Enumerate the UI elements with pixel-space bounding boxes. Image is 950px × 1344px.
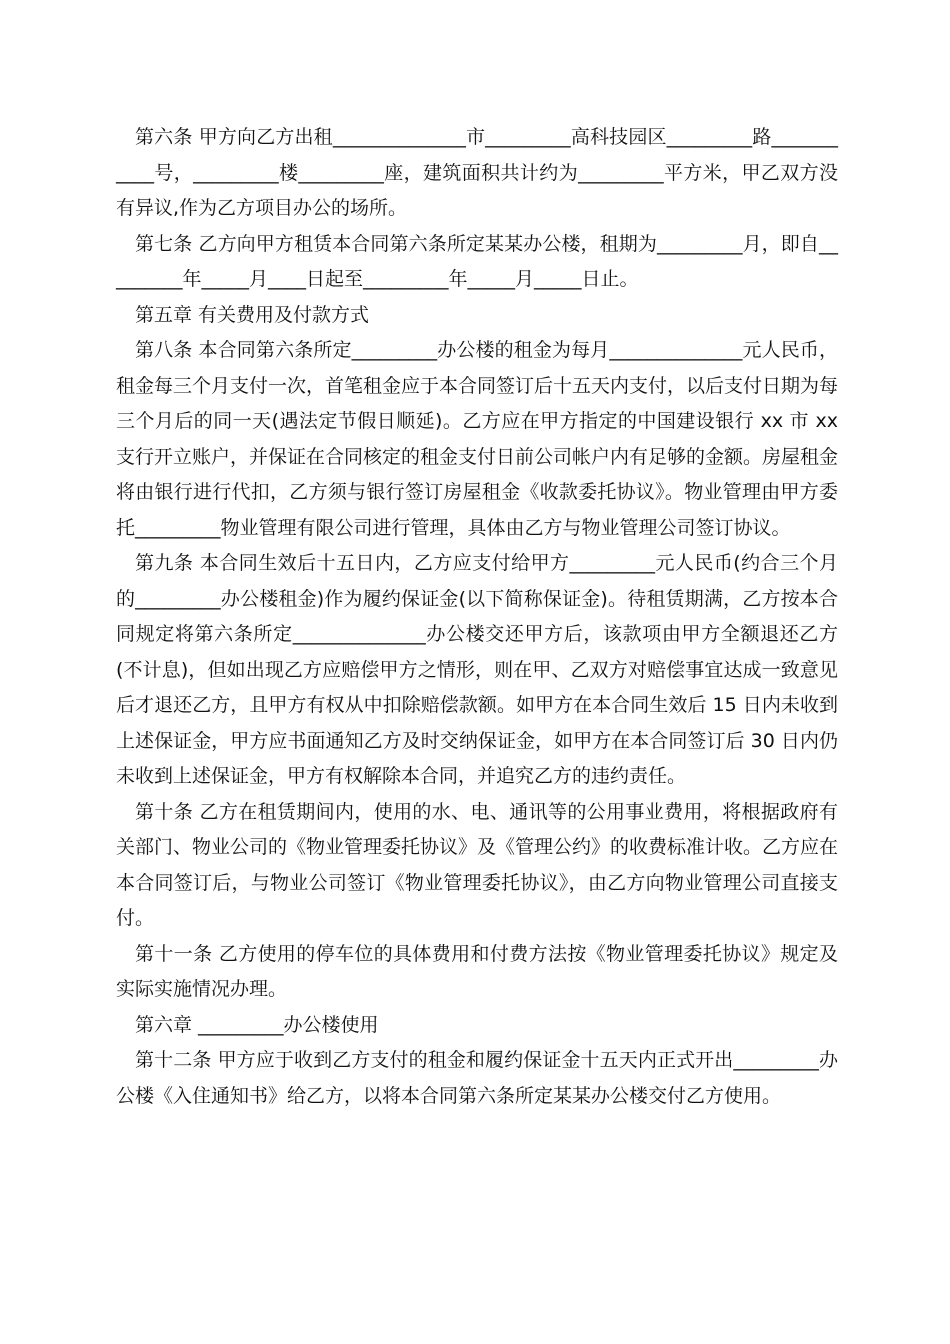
article-11-paragraph: 第十一条 乙方使用的停车位的具体费用和付费方法按《物业管理委托协议》规定及实际实施情况办理。: [116, 942, 838, 1000]
article-9-paragraph: 第九条 本合同生效后十五日内，乙方应支付给甲方_________元人民币(约合三个月的_________办公楼租金)作为履约保证金(以下简称保证金)。待租赁期满，乙方按本合同规定将第六条所定______________办公楼交还甲方后，该款项由甲方全额退还乙方(不计息)，但如出现乙方应赔偿甲方之情形，则在甲、乙双方对赔偿事宜达成一致意见后才退还乙方，且甲方有权从中扣除赔偿款额。如甲方在本合同生效后 15 日内未收到上述保证金，甲方应书面通知乙方及时交纳保证金，如甲方在本合同签订后 30 日内仍未收到上述保证金，甲方有权解除本合同，并追究乙方的违约责任。: [116, 552, 838, 787]
article-8-paragraph: 第八条 本合同第六条所定_________办公楼的租金为每月______________元人民币，租金每三个月支付一次，首笔租金应于本合同签订后十五天内支付，以后支付日期为每三个月后的同一天(遇法定节假日顺延)。乙方应在甲方指定的中国建设银行 xx 市 xx 支行开立账户，并保证在合同核定的租金支付日前公司帐户内有足够的金额。房屋租金将由银行进行代扣，乙方须与银行签订房屋租金《收款委托协议》。物业管理由甲方委托_________物业管理有限公司进行管理，具体由乙方与物业管理公司签订协议。: [116, 339, 839, 539]
chapter-5-heading: 第五章 有关费用及付款方式: [135, 303, 370, 326]
chapter-6-heading: 第六章 _________办公楼使用: [135, 1013, 379, 1036]
article-6-paragraph: 第六条 甲方向乙方出租______________市_________高科技园区_________路___________号，_________楼_________座，建筑面积共计约为_________平方米，甲乙双方没有异议,作为乙方项目办公的场所。: [116, 126, 838, 219]
contract-page-body: [116, 120, 838, 1114]
article-10-paragraph: 第十条 乙方在租赁期间内，使用的水、电、通讯等的公用事业费用，将根据政府有关部门、物业公司的《物业管理委托协议》及《管理公约》的收费标准计收。乙方应在本合同签订后，与物业公司签订《物业管理委托协议》，由乙方向物业管理公司直接支付。: [116, 800, 839, 929]
article-7-paragraph: 第七条 乙方向甲方租赁本合同第六条所定某某办公楼，租期为_________月，即自_________年_____月____日起至_________年_____月_____日止。: [116, 232, 838, 290]
article-12-paragraph: 第十二条 甲方应于收到乙方支付的租金和履约保证金十五天内正式开出_________办公楼《入住通知书》给乙方，以将本合同第六条所定某某办公楼交付乙方使用。: [116, 1049, 838, 1107]
